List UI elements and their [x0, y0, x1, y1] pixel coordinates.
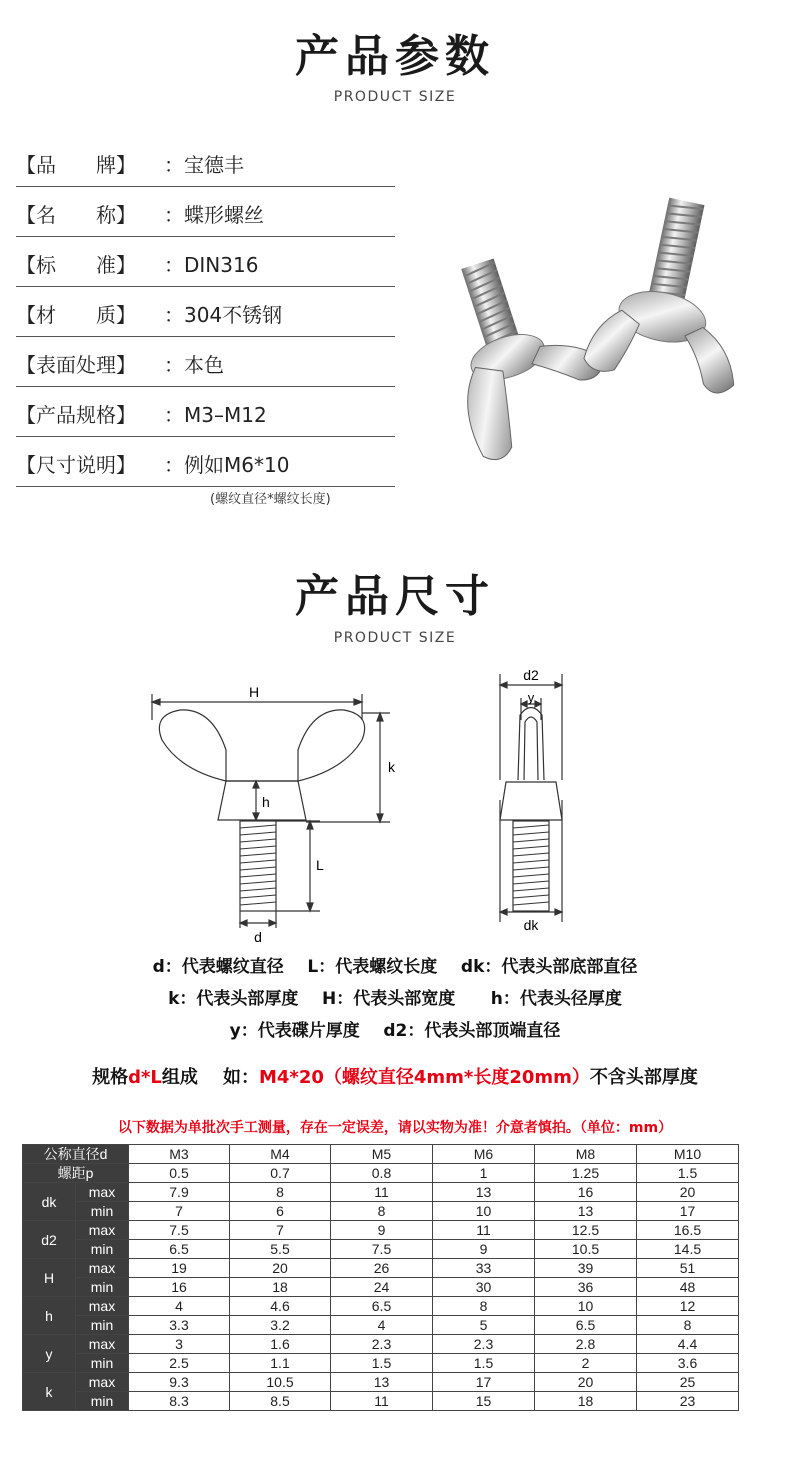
table-min-label: min	[76, 1202, 129, 1221]
legend-line-2: k：代表头部厚度 H：代表头部宽度 h：代表头径厚度	[168, 989, 622, 1009]
table-cell: 13	[433, 1183, 535, 1202]
dim-label-y: y	[527, 690, 535, 705]
spec-value: ：蝶形螺丝	[164, 203, 264, 227]
table-group-label: h	[23, 1297, 76, 1335]
table-max-label: max	[76, 1183, 129, 1202]
table-cell: 5	[433, 1316, 535, 1335]
table-cell: 8	[637, 1316, 739, 1335]
table-row	[23, 1202, 739, 1221]
legend-line-1: d：代表螺纹直径 L：代表螺纹长度 dk：代表头部底部直径	[152, 957, 638, 977]
table-cell: 8.3	[129, 1392, 230, 1411]
table-cell: 2.3	[331, 1335, 433, 1354]
format-example: M4*20（螺纹直径4mm*长度20mm）	[258, 1067, 590, 1088]
table-cell: 2.3	[433, 1335, 535, 1354]
table-cell: 51	[637, 1259, 739, 1278]
table-max-label: max	[76, 1373, 129, 1392]
table-cell: 2.5	[129, 1354, 230, 1373]
table-cell: 4	[331, 1316, 433, 1335]
table-cell: 10	[535, 1297, 637, 1316]
table-cell: 14.5	[637, 1240, 739, 1259]
table-cell: 7.5	[129, 1221, 230, 1240]
table-max-label: max	[76, 1335, 129, 1354]
spec-row-standard	[16, 237, 395, 287]
spec-note: (螺纹直径*螺纹长度)	[210, 492, 331, 507]
spec-label: 【标 准】	[16, 253, 136, 277]
spec-value: ：本色	[164, 353, 224, 377]
table-cell: 9	[433, 1240, 535, 1259]
spec-value: ：M3–M12	[164, 403, 267, 427]
table-cell: 33	[433, 1259, 535, 1278]
spec-label: 【表面处理】	[16, 353, 136, 377]
table-cell: 1.1	[230, 1354, 331, 1373]
table-cell: 5.5	[230, 1240, 331, 1259]
table-cell: 12	[637, 1297, 739, 1316]
spec-value: ：宝德丰	[164, 153, 244, 177]
table-cell: 2	[535, 1354, 637, 1373]
table-cell: 6	[230, 1202, 331, 1221]
wing-screw-right	[582, 190, 769, 399]
table-cell: 10	[433, 1202, 535, 1221]
dim-label-d: d	[254, 929, 262, 945]
table-cell: 1.5	[637, 1164, 739, 1183]
dim-label-d2: d2	[523, 667, 539, 683]
table-row	[23, 1354, 739, 1373]
table-cell: 1.5	[331, 1354, 433, 1373]
spec-label: 【材 质】	[16, 303, 136, 327]
table-row	[23, 1316, 739, 1335]
table-group-label: y	[23, 1335, 76, 1373]
dim-label-H: H	[248, 684, 260, 700]
spec-row-name	[16, 187, 395, 237]
table-cell: 1.6	[230, 1335, 331, 1354]
table-cell: 18	[535, 1392, 637, 1411]
table-cell: 16	[535, 1183, 637, 1202]
table-header-size: M5	[331, 1145, 433, 1164]
spec-label: 【尺寸说明】	[16, 453, 136, 477]
table-max-label: max	[76, 1259, 129, 1278]
front-view-diagram	[140, 680, 410, 950]
table-cell: 4	[129, 1297, 230, 1316]
table-header-row	[23, 1145, 739, 1164]
table-group-label: d2	[23, 1221, 76, 1259]
table-cell: 17	[637, 1202, 739, 1221]
measurement-warning: 以下数据为单批次手工测量，存在一定误差，请以实物为准！介意者慎拍。（单位：mm）	[117, 1120, 673, 1136]
dim-label-k: k	[388, 759, 395, 775]
format-line	[0, 1063, 790, 1089]
table-cell: 13	[535, 1202, 637, 1221]
table-cell: 8	[433, 1297, 535, 1316]
table-cell: 30	[433, 1278, 535, 1297]
spec-label: 【名 称】	[16, 203, 136, 227]
spec-label: 【产品规格】	[16, 403, 136, 427]
product-photo	[430, 190, 780, 490]
dim-label-L: L	[316, 857, 324, 873]
table-cell: 7	[129, 1202, 230, 1221]
legend-line-3: y：代表碟片厚度 d2：代表头部顶端直径	[229, 1021, 561, 1041]
dim-label-dk: dk	[523, 917, 539, 933]
table-cell: 9.3	[129, 1373, 230, 1392]
table-row	[23, 1240, 739, 1259]
table-cell: 2.8	[535, 1335, 637, 1354]
table-row	[23, 1297, 739, 1316]
dim-label-h: h	[262, 794, 270, 810]
table-header-size: M10	[637, 1145, 739, 1164]
table-cell: 18	[230, 1278, 331, 1297]
table-cell: 11	[433, 1221, 535, 1240]
table-cell: 10.5	[535, 1240, 637, 1259]
table-cell: 36	[535, 1278, 637, 1297]
table-cell: 20	[230, 1259, 331, 1278]
table-cell: 9	[331, 1221, 433, 1240]
table-cell: 8.5	[230, 1392, 331, 1411]
spec-value: ：例如M6*10	[164, 453, 290, 477]
table-cell: 0.5	[129, 1164, 230, 1183]
table-cell: 7	[230, 1221, 331, 1240]
format-suffix: 不含头部厚度	[589, 1067, 698, 1088]
table-cell: 15	[433, 1392, 535, 1411]
section-subtitle-params: PRODUCT SIZE	[333, 89, 457, 105]
table-row-pitch	[23, 1164, 739, 1183]
table-cell: 6.5	[331, 1297, 433, 1316]
spec-value: ：DIN316	[164, 253, 259, 277]
table-header-size: M4	[230, 1145, 331, 1164]
table-header-label: 公称直径d	[23, 1145, 129, 1164]
spec-row-size	[16, 437, 395, 487]
table-cell: 7.9	[129, 1183, 230, 1202]
table-cell: 1.25	[535, 1164, 637, 1183]
table-row	[23, 1392, 739, 1411]
table-row	[23, 1278, 739, 1297]
table-cell: 6.5	[129, 1240, 230, 1259]
table-cell: 3.2	[230, 1316, 331, 1335]
table-min-label: min	[76, 1392, 129, 1411]
table-cell: 3.6	[637, 1354, 739, 1373]
table-cell: 1.5	[433, 1354, 535, 1373]
spec-row-material	[16, 287, 395, 337]
table-cell: 24	[331, 1278, 433, 1297]
table-cell: 7.5	[331, 1240, 433, 1259]
table-cell: 8	[331, 1202, 433, 1221]
table-cell: 3.3	[129, 1316, 230, 1335]
table-group-label: dk	[23, 1183, 76, 1221]
table-cell: 4.6	[230, 1297, 331, 1316]
table-cell: 25	[637, 1373, 739, 1392]
spec-row-finish	[16, 337, 395, 387]
table-header-size: M3	[129, 1145, 230, 1164]
table-cell: 4.4	[637, 1335, 739, 1354]
table-cell: 11	[331, 1183, 433, 1202]
table-cell: 20	[535, 1373, 637, 1392]
table-group-label: k	[23, 1373, 76, 1411]
side-view-diagram	[480, 660, 590, 940]
section-subtitle-dimensions: PRODUCT SIZE	[333, 630, 457, 646]
table-row	[23, 1221, 739, 1240]
table-cell: 16	[129, 1278, 230, 1297]
table-cell: 0.8	[331, 1164, 433, 1183]
table-cell: 16.5	[637, 1221, 739, 1240]
format-middle: 组成 如：	[161, 1067, 259, 1088]
format-prefix: 规格	[92, 1067, 129, 1088]
table-cell: 12.5	[535, 1221, 637, 1240]
table-cell: 19	[129, 1259, 230, 1278]
table-row	[23, 1335, 739, 1354]
table-header-size: M6	[433, 1145, 535, 1164]
table-cell: 48	[637, 1278, 739, 1297]
table-cell: 8	[230, 1183, 331, 1202]
format-dl: d*L	[128, 1067, 162, 1088]
table-cell: 10.5	[230, 1373, 331, 1392]
table-cell: 3	[129, 1335, 230, 1354]
table-cell: 1	[433, 1164, 535, 1183]
dimension-table	[22, 1144, 739, 1411]
spec-label: 【品 牌】	[16, 153, 136, 177]
table-min-label: min	[76, 1354, 129, 1373]
table-row	[23, 1183, 739, 1202]
section-title-dimensions: 产品尺寸	[295, 571, 495, 622]
table-cell: 11	[331, 1392, 433, 1411]
table-row	[23, 1373, 739, 1392]
table-cell: 20	[637, 1183, 739, 1202]
spec-value: ：304不锈钢	[164, 303, 283, 327]
table-min-label: min	[76, 1278, 129, 1297]
table-cell: 23	[637, 1392, 739, 1411]
table-cell: 39	[535, 1259, 637, 1278]
table-cell: 6.5	[535, 1316, 637, 1335]
table-cell: 17	[433, 1373, 535, 1392]
spec-row-spec	[16, 387, 395, 437]
table-group-label: H	[23, 1259, 76, 1297]
section-title-params: 产品参数	[295, 31, 495, 82]
table-cell: 13	[331, 1373, 433, 1392]
table-min-label: min	[76, 1240, 129, 1259]
table-min-label: min	[76, 1316, 129, 1335]
table-pitch-label: 螺距p	[23, 1164, 129, 1183]
spec-row-brand	[16, 137, 395, 187]
table-row	[23, 1259, 739, 1278]
table-max-label: max	[76, 1297, 129, 1316]
table-cell: 26	[331, 1259, 433, 1278]
table-cell: 0.7	[230, 1164, 331, 1183]
table-header-size: M8	[535, 1145, 637, 1164]
table-max-label: max	[76, 1221, 129, 1240]
